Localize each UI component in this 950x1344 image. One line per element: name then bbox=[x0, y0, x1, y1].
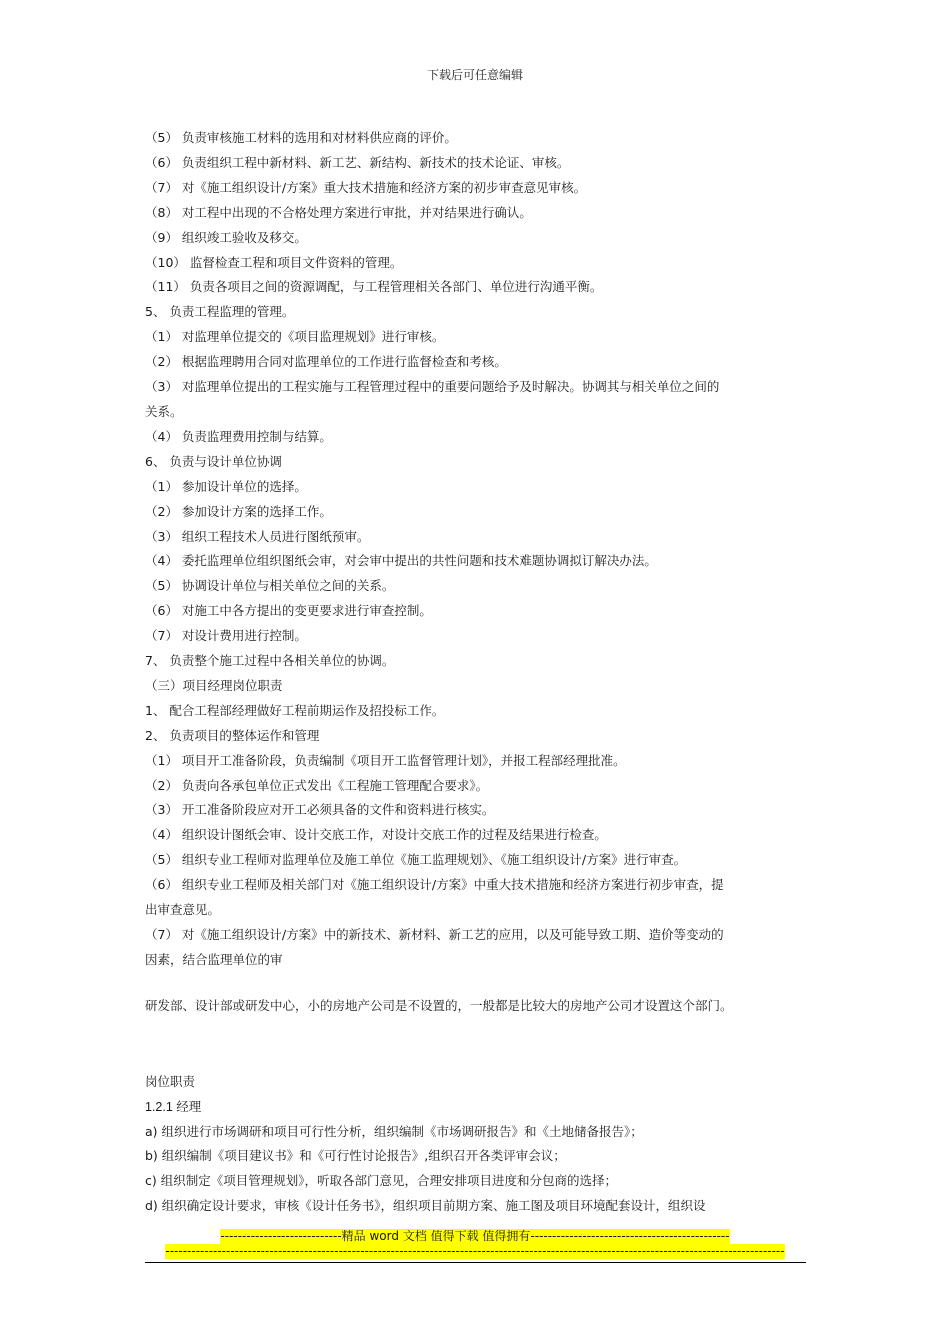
body-line: （6） 负责组织工程中新材料、新工艺、新结构、新技术的技术论证、审核。 bbox=[145, 154, 570, 170]
body-line: （1） 项目开工准备阶段，负责编制《项目开工监督管理计划》，并报工程部经理批准。 bbox=[145, 752, 626, 768]
footer-banner-line: ----------------------------精品 word 文档 值得下载 值得拥有---------------------------------------------- bbox=[220, 1229, 730, 1243]
body-line: （4） 委托监理单位组织图纸会审，对会审中提出的共性问题和技术难题协调拟订解决办法。 bbox=[145, 553, 657, 569]
body-line: 2、 负责项目的整体运作和管理 bbox=[145, 727, 320, 743]
body-line: （5） 协调设计单位与相关单位之间的关系。 bbox=[145, 578, 395, 594]
body-line: （2） 参加设计方案的选择工作。 bbox=[145, 503, 332, 519]
section-line: a) 组织进行市场调研和项目可行性分析，组织编制《市场调研报告》和《土地储备报告》； bbox=[145, 1123, 643, 1139]
body-line: （1） 参加设计单位的选择。 bbox=[145, 478, 307, 494]
body-line: （8） 对工程中出现的不合格处理方案进行审批，并对结果进行确认。 bbox=[145, 204, 532, 220]
body-line: （2） 根据监理聘用合同对监理单位的工作进行监督检查和考核。 bbox=[145, 354, 507, 370]
section-line: c) 组织制定《项目管理规划》，听取各部门意见，合理安排项目进度和分包商的选择； bbox=[145, 1173, 617, 1189]
body-line: （1） 对监理单位提交的《项目监理规划》进行审核。 bbox=[145, 329, 445, 345]
body-line: （3） 对监理单位提出的工程实施与工程管理过程中的重要问题给予及时解决。协调其与相关单位之间的 bbox=[145, 379, 720, 395]
body-line: （6） 组织专业工程师及相关部门对《施工组织设计/方案》中重大技术措施和经济方案进行初步审查，提 bbox=[145, 877, 724, 893]
section-line: d) 组织确定设计要求，审核《设计任务书》，组织项目前期方案、施工图及项目环境配套设计，组织设 bbox=[145, 1198, 706, 1214]
body-line: （4） 负责监理费用控制与结算。 bbox=[145, 428, 332, 444]
body-line: 6、 负责与设计单位协调 bbox=[145, 453, 282, 469]
body-line: （4） 组织设计图纸会审、设计交底工作，对设计交底工作的过程及结果进行检查。 bbox=[145, 827, 607, 843]
body-line: 因素，结合监理单位的审 bbox=[145, 951, 283, 967]
body-line: （10） 监督检查工程和项目文件资料的管理。 bbox=[145, 254, 403, 270]
body-line: （2） 负责向各承包单位正式发出《工程施工管理配合要求》。 bbox=[145, 777, 489, 793]
document-body bbox=[145, 126, 815, 1219]
body-line: （三）项目经理岗位职责 bbox=[145, 677, 283, 693]
body-line: （3） 组织工程技术人员进行图纸预审。 bbox=[145, 528, 370, 544]
body-line: （7） 对《施工组织设计/方案》中的新技术、新材料、新工艺的应用，以及可能导致工期、造价等变动的 bbox=[145, 927, 724, 942]
footer-banner-line: ----------------------------------------------------------------------------------------------------------------------------------------------- bbox=[165, 1244, 785, 1258]
body-line: （5） 组织专业工程师对监理单位及施工单位《施工监理规划》、《施工组织设计/方案》进行审查。 bbox=[145, 852, 687, 868]
body-line: （7） 对《施工组织设计/方案》重大技术措施和经济方案的初步审查意见审核。 bbox=[145, 179, 587, 195]
body-line: 7、 负责整个施工过程中各相关单位的协调。 bbox=[145, 653, 395, 669]
section-heading: 1.2.1 经理 bbox=[145, 1099, 202, 1114]
page-header: 下载后可任意编辑 bbox=[426, 68, 523, 82]
body-line: 1、 配合工程部经理做好工程前期运作及招投标工作。 bbox=[145, 702, 445, 718]
section-line: b) 组织编制《项目建议书》和《可行性讨论报告》,组织召开各类评审会议； bbox=[145, 1148, 566, 1164]
body-line: （7） 对设计费用进行控制。 bbox=[145, 628, 307, 644]
body-line: （6） 对施工中各方提出的变更要求进行审查控制。 bbox=[145, 603, 432, 619]
footer-divider bbox=[145, 1262, 806, 1263]
body-line: （9） 组织竣工验收及移交。 bbox=[145, 229, 307, 245]
body-line: （3） 开工准备阶段应对开工必须具备的文件和资料进行核实。 bbox=[145, 802, 495, 818]
body-line: 关系。 bbox=[145, 403, 183, 419]
section-title: 岗位职责 bbox=[145, 1073, 196, 1089]
body-line: 出审查意见。 bbox=[145, 902, 221, 918]
body-line: （11） 负责各项目之间的资源调配，与工程管理相关各部门、单位进行沟通平衡。 bbox=[145, 279, 603, 295]
footer-banner bbox=[0, 1229, 950, 1259]
body-line: （5） 负责审核施工材料的选用和对材料供应商的评价。 bbox=[145, 130, 457, 145]
body-line: 5、 负责工程监理的管理。 bbox=[145, 304, 295, 320]
intro-paragraph: 研发部、设计部或研发中心，小的房地产公司是不设置的，一般都是比较大的房地产公司才设置这个部门。 bbox=[145, 997, 733, 1013]
